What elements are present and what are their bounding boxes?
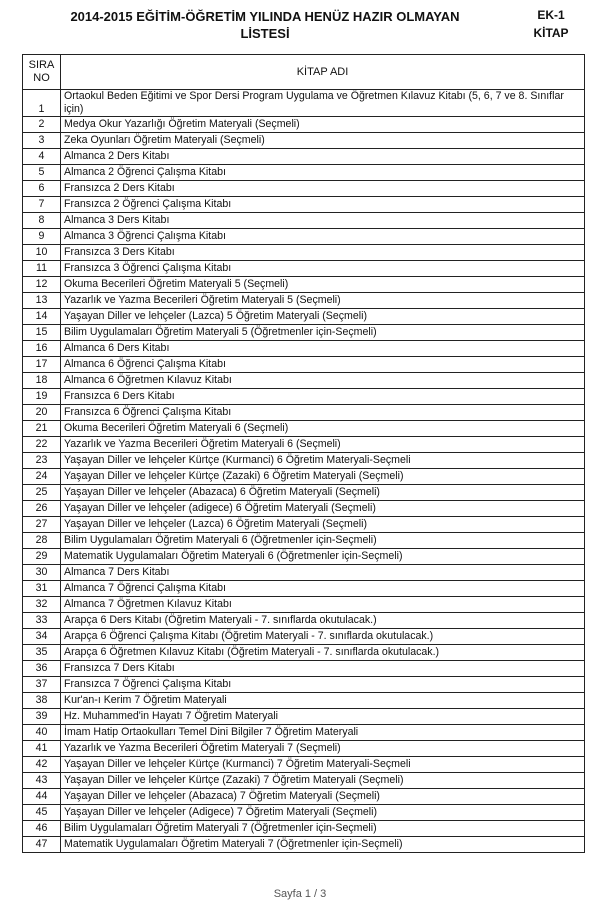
table-row [23,181,585,197]
table-row [23,245,585,261]
table-row [23,437,585,453]
row-number: 4 [23,149,61,165]
row-number: 34 [23,629,61,645]
title-line-2: LİSTESİ [240,26,290,41]
table-row [23,389,585,405]
row-number: 33 [23,613,61,629]
book-title: Yaşayan Diller ve lehçeler Kürtçe (Kurmanci) 6 Öğretim Materyali-Seçmeli [61,453,585,469]
table-row [23,293,585,309]
row-number: 3 [23,133,61,149]
table-row [23,757,585,773]
table-row [23,517,585,533]
row-number: 47 [23,837,61,853]
book-title: Fransızca 2 Öğrenci Çalışma Kitabı [61,197,585,213]
row-number: 38 [23,693,61,709]
book-title: Bilim Uygulamaları Öğretim Materyali 6 (Öğretmenler için-Seçmeli) [61,533,585,549]
row-number: 9 [23,229,61,245]
table-row [23,741,585,757]
table-row [23,261,585,277]
row-number: 19 [23,389,61,405]
annex-type: KİTAP [533,26,569,40]
row-number: 35 [23,645,61,661]
row-number: 14 [23,309,61,325]
row-number: 1 [23,90,61,117]
book-title: Okuma Becerileri Öğretim Materyali 6 (Seçmeli) [61,421,585,437]
table-row [23,533,585,549]
book-title: Yaşayan Diller ve lehçeler (Adigece) 7 Öğretim Materyali (Seçmeli) [61,805,585,821]
row-number: 15 [23,325,61,341]
table-row [23,549,585,565]
book-title: Almanca 3 Ders Kitabı [61,213,585,229]
table-row [23,309,585,325]
book-title: Hz. Muhammed'in Hayatı 7 Öğretim Materyali [61,709,585,725]
book-title: Arapça 6 Öğretmen Kılavuz Kitabı (Öğretim Materyali - 7. sınıflarda okutulacak.) [61,645,585,661]
book-title: Fransızca 7 Ders Kitabı [61,661,585,677]
row-number: 11 [23,261,61,277]
row-number: 45 [23,805,61,821]
row-number: 40 [23,725,61,741]
book-title: Kur'an-ı Kerim 7 Öğretim Materyali [61,693,585,709]
book-title: Matematik Uygulamaları Öğretim Materyali 6 (Öğretmenler için-Seçmeli) [61,549,585,565]
book-title: Bilim Uygulamaları Öğretim Materyali 5 (Öğretmenler için-Seçmeli) [61,325,585,341]
table-row [23,197,585,213]
book-title: Almanca 2 Öğrenci Çalışma Kitabı [61,165,585,181]
book-title: Fransızca 2 Ders Kitabı [61,181,585,197]
table-row [23,581,585,597]
book-title: Okuma Becerileri Öğretim Materyali 5 (Seçmeli) [61,277,585,293]
book-title: Fransızca 6 Ders Kitabı [61,389,585,405]
page-number: Sayfa 1 / 3 [273,888,327,900]
document-title [30,8,500,42]
row-number: 20 [23,405,61,421]
row-number: 10 [23,245,61,261]
book-title: Almanca 6 Öğretmen Kılavuz Kitabı [61,373,585,389]
table-row [23,341,585,357]
row-number: 16 [23,341,61,357]
row-number: 8 [23,213,61,229]
table-row [23,421,585,437]
book-title: Yaşayan Diller ve lehçeler (Abazaca) 7 Öğretim Materyali (Seçmeli) [61,789,585,805]
table-row [23,789,585,805]
book-title: Ortaokul Beden Eğitimi ve Spor Dersi Program Uygulama ve Öğretmen Kılavuz Kitabı (5, 6, 7 ve 8. Sınıflar için) [61,90,585,117]
table-row [23,373,585,389]
table-body [23,90,585,853]
annex-code: EK-1 [537,8,565,22]
book-title: Almanca 7 Öğrenci Çalışma Kitabı [61,581,585,597]
book-title: Yazarlık ve Yazma Becerileri Öğretim Materyali 7 (Seçmeli) [61,741,585,757]
row-number: 44 [23,789,61,805]
table-row [23,597,585,613]
table-row [23,453,585,469]
book-title: Zeka Oyunları Öğretim Materyali (Seçmeli) [61,133,585,149]
table-row [23,229,585,245]
row-number: 32 [23,597,61,613]
book-title: Fransızca 3 Öğrenci Çalışma Kitabı [61,261,585,277]
column-header-kitap-adi: KİTAP ADI [61,55,585,90]
annex-label [516,6,586,42]
table-row [23,709,585,725]
table-row [23,645,585,661]
row-number: 31 [23,581,61,597]
table-row [23,149,585,165]
row-number: 46 [23,821,61,837]
table-row [23,773,585,789]
row-number: 2 [23,117,61,133]
row-number: 30 [23,565,61,581]
row-number: 5 [23,165,61,181]
row-number: 27 [23,517,61,533]
table-row [23,613,585,629]
row-number: 25 [23,485,61,501]
row-number: 22 [23,437,61,453]
table-row [23,629,585,645]
table-row [23,805,585,821]
book-title: Almanca 3 Öğrenci Çalışma Kitabı [61,229,585,245]
row-number: 17 [23,357,61,373]
book-title: Yaşayan Diller ve lehçeler Kürtçe (Zazaki) 6 Öğretim Materyali (Seçmeli) [61,469,585,485]
table-row [23,677,585,693]
row-number: 6 [23,181,61,197]
table-row [23,565,585,581]
row-number: 43 [23,773,61,789]
table-row [23,485,585,501]
book-title: Almanca 2 Ders Kitabı [61,149,585,165]
table-row [23,357,585,373]
row-number: 12 [23,277,61,293]
row-number: 42 [23,757,61,773]
book-title: Fransızca 7 Öğrenci Çalışma Kitabı [61,677,585,693]
book-title: İmam Hatip Ortaokulları Temel Dini Bilgiler 7 Öğretim Materyali [61,725,585,741]
table-row [23,90,585,117]
table-row [23,693,585,709]
book-title: Yazarlık ve Yazma Becerileri Öğretim Materyali 5 (Seçmeli) [61,293,585,309]
table-row [23,325,585,341]
book-title: Almanca 7 Öğretmen Kılavuz Kitabı [61,597,585,613]
book-title: Almanca 6 Öğrenci Çalışma Kitabı [61,357,585,373]
book-title: Yaşayan Diller ve lehçeler (Lazca) 5 Öğretim Materyali (Seçmeli) [61,309,585,325]
book-title: Yaşayan Diller ve lehçeler (Lazca) 6 Öğretim Materyali (Seçmeli) [61,517,585,533]
row-number: 26 [23,501,61,517]
table-row [23,133,585,149]
book-title: Arapça 6 Ders Kitabı (Öğretim Materyali - 7. sınıflarda okutulacak.) [61,613,585,629]
row-number: 39 [23,709,61,725]
table-row [23,213,585,229]
table-row [23,165,585,181]
book-title: Medya Okur Yazarlığı Öğretim Materyali (Seçmeli) [61,117,585,133]
table-header-row [23,55,585,90]
row-number: 24 [23,469,61,485]
row-number: 7 [23,197,61,213]
table-row [23,837,585,853]
row-number: 18 [23,373,61,389]
book-title: Bilim Uygulamaları Öğretim Materyali 7 (Öğretmenler için-Seçmeli) [61,821,585,837]
book-title: Yaşayan Diller ve lehçeler (adigece) 6 Öğretim Materyali (Seçmeli) [61,501,585,517]
book-title: Yaşayan Diller ve lehçeler (Abazaca) 6 Öğretim Materyali (Seçmeli) [61,485,585,501]
table-row [23,821,585,837]
book-title: Yaşayan Diller ve lehçeler Kürtçe (Zazaki) 7 Öğretim Materyali (Seçmeli) [61,773,585,789]
book-title: Matematik Uygulamaları Öğretim Materyali 7 (Öğretmenler için-Seçmeli) [61,837,585,853]
book-list-table [22,54,585,853]
book-title: Fransızca 3 Ders Kitabı [61,245,585,261]
column-header-sira-no: SIRA NO [23,55,61,90]
book-title: Fransızca 6 Öğrenci Çalışma Kitabı [61,405,585,421]
row-number: 13 [23,293,61,309]
row-number: 28 [23,533,61,549]
table-row [23,117,585,133]
book-title: Yaşayan Diller ve lehçeler Kürtçe (Kurmanci) 7 Öğretim Materyali-Seçmeli [61,757,585,773]
row-number: 36 [23,661,61,677]
table-row [23,501,585,517]
row-number: 37 [23,677,61,693]
row-number: 23 [23,453,61,469]
book-title: Arapça 6 Öğrenci Çalışma Kitabı (Öğretim Materyali - 7. sınıflarda okutulacak.) [61,629,585,645]
table-row [23,469,585,485]
row-number: 41 [23,741,61,757]
row-number: 21 [23,421,61,437]
table-row [23,277,585,293]
row-number: 29 [23,549,61,565]
table-row [23,405,585,421]
book-title: Almanca 6 Ders Kitabı [61,341,585,357]
table-row [23,661,585,677]
book-title: Almanca 7 Ders Kitabı [61,565,585,581]
title-line-1: 2014-2015 EĞİTİM-ÖĞRETİM YILINDA HENÜZ HAZIR OLMAYAN [70,9,460,24]
book-title: Yazarlık ve Yazma Becerileri Öğretim Materyali 6 (Seçmeli) [61,437,585,453]
table-row [23,725,585,741]
